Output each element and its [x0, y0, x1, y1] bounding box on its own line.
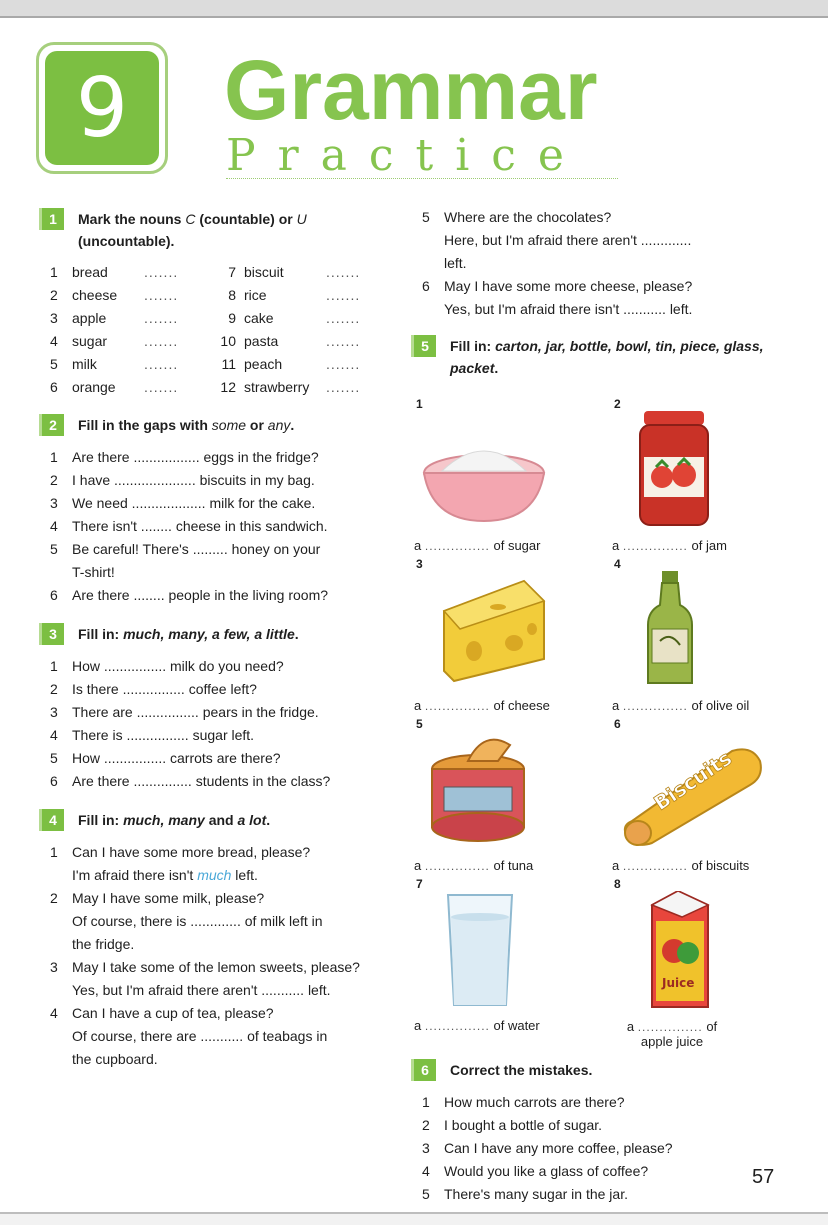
exercise-6-header	[414, 1059, 794, 1081]
list-item: 6 Are there ........ people in the living room?	[50, 587, 329, 603]
title-divider	[226, 178, 618, 179]
list-item: 5 There's many sugar in the jar.	[422, 1186, 628, 1202]
picture-item: 3 a ............... of cheese	[414, 557, 612, 717]
noun-cell: peach	[244, 356, 283, 372]
noun-cell: 10	[220, 333, 236, 349]
noun-cell: bread	[72, 264, 108, 280]
page-bottom-edge	[0, 1212, 828, 1225]
exercise-number: 4	[42, 809, 64, 831]
list-item: 1 How much carrots are there?	[422, 1094, 625, 1110]
cheese-icon	[414, 571, 594, 689]
list-item: 2 I bought a bottle of sugar.	[422, 1117, 603, 1133]
exercise-4	[42, 809, 387, 1071]
unit-badge	[36, 42, 168, 174]
noun-cell: cheese	[72, 287, 118, 303]
exercise-5-header	[414, 335, 794, 379]
exercise-number: 5	[414, 335, 436, 357]
unit-number: 9	[75, 60, 129, 156]
picture-item: 8 Juice a ............... of apple juice	[612, 877, 792, 1053]
exercise-1-header	[42, 208, 387, 252]
exercise-2-header	[42, 414, 387, 436]
list-item: 5 Be careful! There's ......... honey on your	[50, 541, 321, 557]
answer-blank: .......	[144, 264, 179, 280]
noun-cell: rice	[244, 287, 267, 303]
answer-blank: .......	[144, 379, 179, 395]
noun-cell: cake	[244, 310, 274, 326]
list-item: 2 May I have some milk, please?	[50, 890, 265, 906]
picture-caption: a ............... of olive oil	[612, 698, 750, 713]
picture-caption: a ............... of water	[414, 1018, 540, 1033]
exercise-3-header	[42, 623, 387, 645]
picture-item: 4 a ............... of olive oil	[612, 557, 792, 717]
answer-blank: .......	[326, 333, 361, 349]
biscuits-packet-icon	[612, 731, 792, 849]
picture-item: 2 a ............... of jam	[612, 397, 792, 557]
picture-caption: a ............... of jam	[612, 538, 727, 553]
picture-item: 7 a ............... of water	[414, 877, 612, 1037]
list-item: 6 Are there ............... students in the class?	[50, 773, 331, 789]
noun-cell: 9	[228, 310, 236, 326]
left-column	[42, 208, 387, 1087]
water-glass-icon	[414, 891, 594, 1009]
right-column	[414, 206, 794, 1222]
answer-line: the fridge.	[72, 936, 135, 952]
noun-cell: pasta	[244, 333, 279, 349]
olive-oil-bottle-icon	[612, 571, 792, 689]
list-item: 2 I have ..................... biscuits in my bag.	[50, 472, 315, 488]
noun-cell: sugar	[72, 333, 108, 349]
page-title: Grammar	[224, 43, 598, 137]
list-item: 1 How ................ milk do you need?	[50, 658, 284, 674]
answer-line: I'm afraid there isn't much left.	[72, 867, 258, 883]
container-pictures	[414, 397, 794, 1053]
answer-blank: .......	[144, 287, 179, 303]
answer-blank: .......	[144, 356, 179, 372]
exercise-number: 3	[42, 623, 64, 645]
picture-caption: a ............... of tuna	[414, 858, 534, 873]
noun-cell: 2	[50, 287, 58, 303]
unit-badge-fill	[45, 51, 159, 165]
list-item: 4 There is ................ sugar left.	[50, 727, 255, 743]
list-item: 2 Is there ................ coffee left?	[50, 681, 257, 697]
answer-line: Yes, but I'm afraid there isn't ........... left.	[444, 301, 693, 317]
biscuits-label: Biscuits	[649, 745, 737, 816]
juice-label: Juice	[662, 976, 695, 990]
list-item: 4 Can I have a cup of tea, please?	[50, 1005, 274, 1021]
answer-line: the cupboard.	[72, 1051, 158, 1067]
exercise-number: 6	[414, 1059, 436, 1081]
exercise-3-items	[42, 655, 387, 793]
answer-blank: .......	[326, 379, 361, 395]
noun-cell: 8	[228, 287, 236, 303]
exercise-2-items	[42, 446, 387, 607]
noun-cell: 3	[50, 310, 58, 326]
noun-cell: 11	[221, 356, 236, 372]
exercise-number: 1	[42, 208, 64, 230]
answer-blank: .......	[326, 287, 361, 303]
list-item: 3 There are ................ pears in the fridge.	[50, 704, 319, 720]
exercise-instruction: Fill in: much, many, a few, a little.	[78, 626, 299, 642]
answer-blank: .......	[326, 310, 361, 326]
noun-cell: 4	[50, 333, 58, 349]
exercise-5	[414, 335, 794, 1053]
exercise-number: 2	[42, 414, 64, 436]
list-item: 1 Can I have some more bread, please?	[50, 844, 311, 860]
list-item: 3 Can I have any more coffee, please?	[422, 1140, 673, 1156]
example-answer: much	[197, 867, 232, 883]
list-item: 4 Would you like a glass of coffee?	[422, 1163, 649, 1179]
list-item: 5 Where are the chocolates?	[422, 209, 612, 225]
exercise-2	[42, 414, 387, 607]
picture-caption: a ............... of apple juice	[626, 1019, 718, 1049]
jam-jar-icon	[612, 411, 792, 529]
exercise-4-continued	[414, 206, 794, 321]
answer-line: Of course, there is ............. of milk left in	[72, 913, 323, 929]
list-item: 5 How ................ carrots are there?	[50, 750, 281, 766]
page-top-edge	[0, 0, 828, 18]
noun-cell: 5	[50, 356, 58, 372]
page-subtitle: Practice	[226, 130, 586, 181]
picture-item: 6 Biscuits a ............... of biscuits	[612, 717, 792, 877]
list-item: 1 Are there ................. eggs in the fridge?	[50, 449, 319, 465]
noun-cell: 12	[220, 379, 236, 395]
answer-line: Here, but I'm afraid there aren't .............	[444, 232, 692, 248]
noun-cell: milk	[72, 356, 97, 372]
answer-blank: .......	[144, 333, 179, 349]
noun-cell: strawberry	[244, 379, 310, 395]
exercise-4-header	[42, 809, 387, 831]
list-item: 6 May I have some more cheese, please?	[422, 278, 693, 294]
answer-blank: .......	[326, 264, 361, 280]
exercise-instruction: Fill in the gaps with some or any.	[78, 417, 295, 433]
noun-cell: biscuit	[244, 264, 284, 280]
juice-carton-icon	[612, 891, 792, 1009]
page-number: 57	[752, 1166, 775, 1188]
picture-caption: a ............... of sugar	[414, 538, 541, 553]
noun-cell: 7	[228, 264, 236, 280]
answer-line: left.	[444, 255, 467, 271]
answer-line: Yes, but I'm afraid there aren't ........... left.	[72, 982, 331, 998]
exercise-3	[42, 623, 387, 793]
exercise-6-items	[414, 1091, 794, 1206]
picture-caption: a ............... of cheese	[414, 698, 550, 713]
exercise-1	[42, 208, 387, 398]
noun-cell: 1	[50, 264, 58, 280]
list-item: 4 There isn't ........ cheese in this sandwich.	[50, 518, 328, 534]
exercise-instruction: Correct the mistakes.	[450, 1062, 593, 1078]
exercise-6	[414, 1059, 794, 1206]
exercise-instruction: Fill in: much, many and a lot.	[78, 812, 271, 828]
picture-item: 5 a ............... of tuna	[414, 717, 612, 877]
answer-line: Of course, there are ........... of teabags in	[72, 1028, 328, 1044]
exercise-instruction: Fill in: carton, jar, bottle, bowl, tin, piece, glass, packet.	[450, 338, 764, 376]
tuna-tin-icon	[414, 731, 594, 849]
noun-list	[50, 262, 387, 398]
answer-blank: .......	[144, 310, 179, 326]
noun-cell: orange	[72, 379, 116, 395]
exercise-instruction: Mark the nouns C (countable) or U (uncountable).	[78, 211, 307, 249]
picture-caption: a ............... of biscuits	[612, 858, 750, 873]
answer-blank: .......	[326, 356, 361, 372]
list-item: 3 We need ................... milk for the cake.	[50, 495, 316, 511]
list-item-continuation: T-shirt!	[72, 564, 115, 580]
noun-cell: apple	[72, 310, 107, 326]
picture-item: 1 a ............... of sugar	[414, 397, 612, 557]
noun-cell: 6	[50, 379, 58, 395]
list-item: 3 May I take some of the lemon sweets, please?	[50, 959, 360, 975]
sugar-bowl-icon	[414, 411, 594, 529]
